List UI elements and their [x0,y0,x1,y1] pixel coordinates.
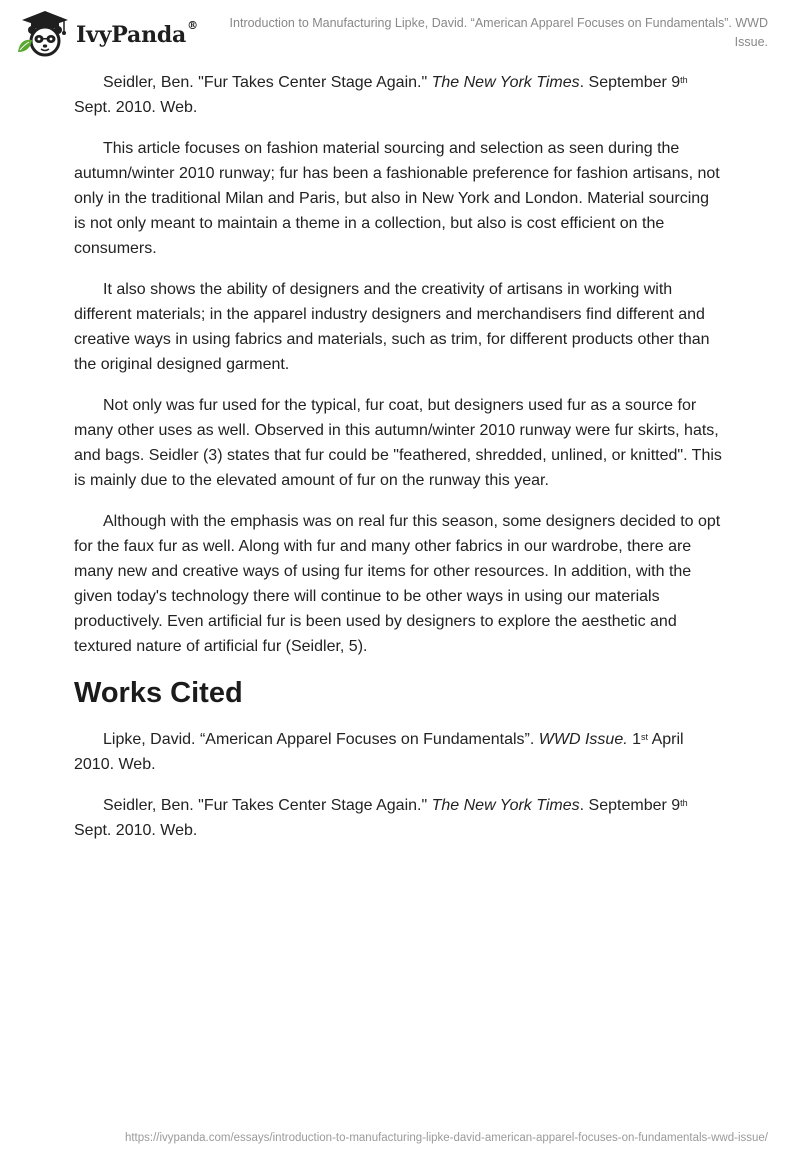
paragraph-3: Not only was fur used for the typical, fur coat, but designers used fur as a source for many other uses as well. Observed in this autumn/winter 2010 runway were fur skirts, hats, and bags. Seidler (3) states that fur could be "feathered, shredded, unlined, or knitted". This is mainly due to the elevated amount of fur on the runway this year. [74,397,722,489]
document-title: Introduction to Manufacturing Lipke, David. “American Apparel Focuses on Fundamentals”. WWD Issue. [229,16,768,49]
registered-mark: ® [187,19,198,32]
citation-seidler: Seidler, Ben. "Fur Takes Center Stage Again." The New York Times. September 9th Sept. 2010. Web. [74,797,688,839]
paragraph-4: Although with the emphasis was on real fur this season, some designers decided to opt for the faux fur as well. Along with fur and many other fabrics in our wardrobe, there are many new and creative ways of using fur items for other resources. In addition, with the given today's technology there will continue to be other ways in using our materials productively. Even artificial fur is been used by designers to explore the aesthetic and textured nature of artificial fur (Seidler, 5). [74,513,721,655]
page-header [0,0,800,62]
works-cited-heading: Works Cited [74,677,243,709]
source-url[interactable]: https://ivypanda.com/essays/introduction-to-manufacturing-lipke-david-american-apparel-focuses-on-fundamentals-wwd-issue/ [124,1132,768,1144]
ivypanda-logo[interactable] [14,8,198,58]
paragraph-1: This article focuses on fashion material sourcing and selection as seen during the autumn/winter 2010 runway; fur has been a fashionable preference for fashion artisans, not only in the traditional Milan and Paris, but also in New York and London. Material sourcing is not only meant to maintain a theme in a collection, but also is cost efficient on the consumers. [74,140,720,257]
paragraph-2: It also shows the ability of designers and the creativity of artisans in working with different materials; in the apparel industry designers and merchandisers find different and creative ways in using fabrics and materials, such as trim, for different products other than the original designed garment. [74,281,710,373]
panda-graduate-icon [14,8,72,58]
reference-seidler-top: Seidler, Ben. "Fur Takes Center Stage Again." The New York Times. September 9th Sept. 2010. Web. [74,74,688,116]
citation-lipke: Lipke, David. “American Apparel Focuses on Fundamentals”. WWD Issue. 1st April 2010. Web. [74,731,684,773]
document-body [74,70,724,859]
brand-name: IvyPanda® [76,19,198,48]
